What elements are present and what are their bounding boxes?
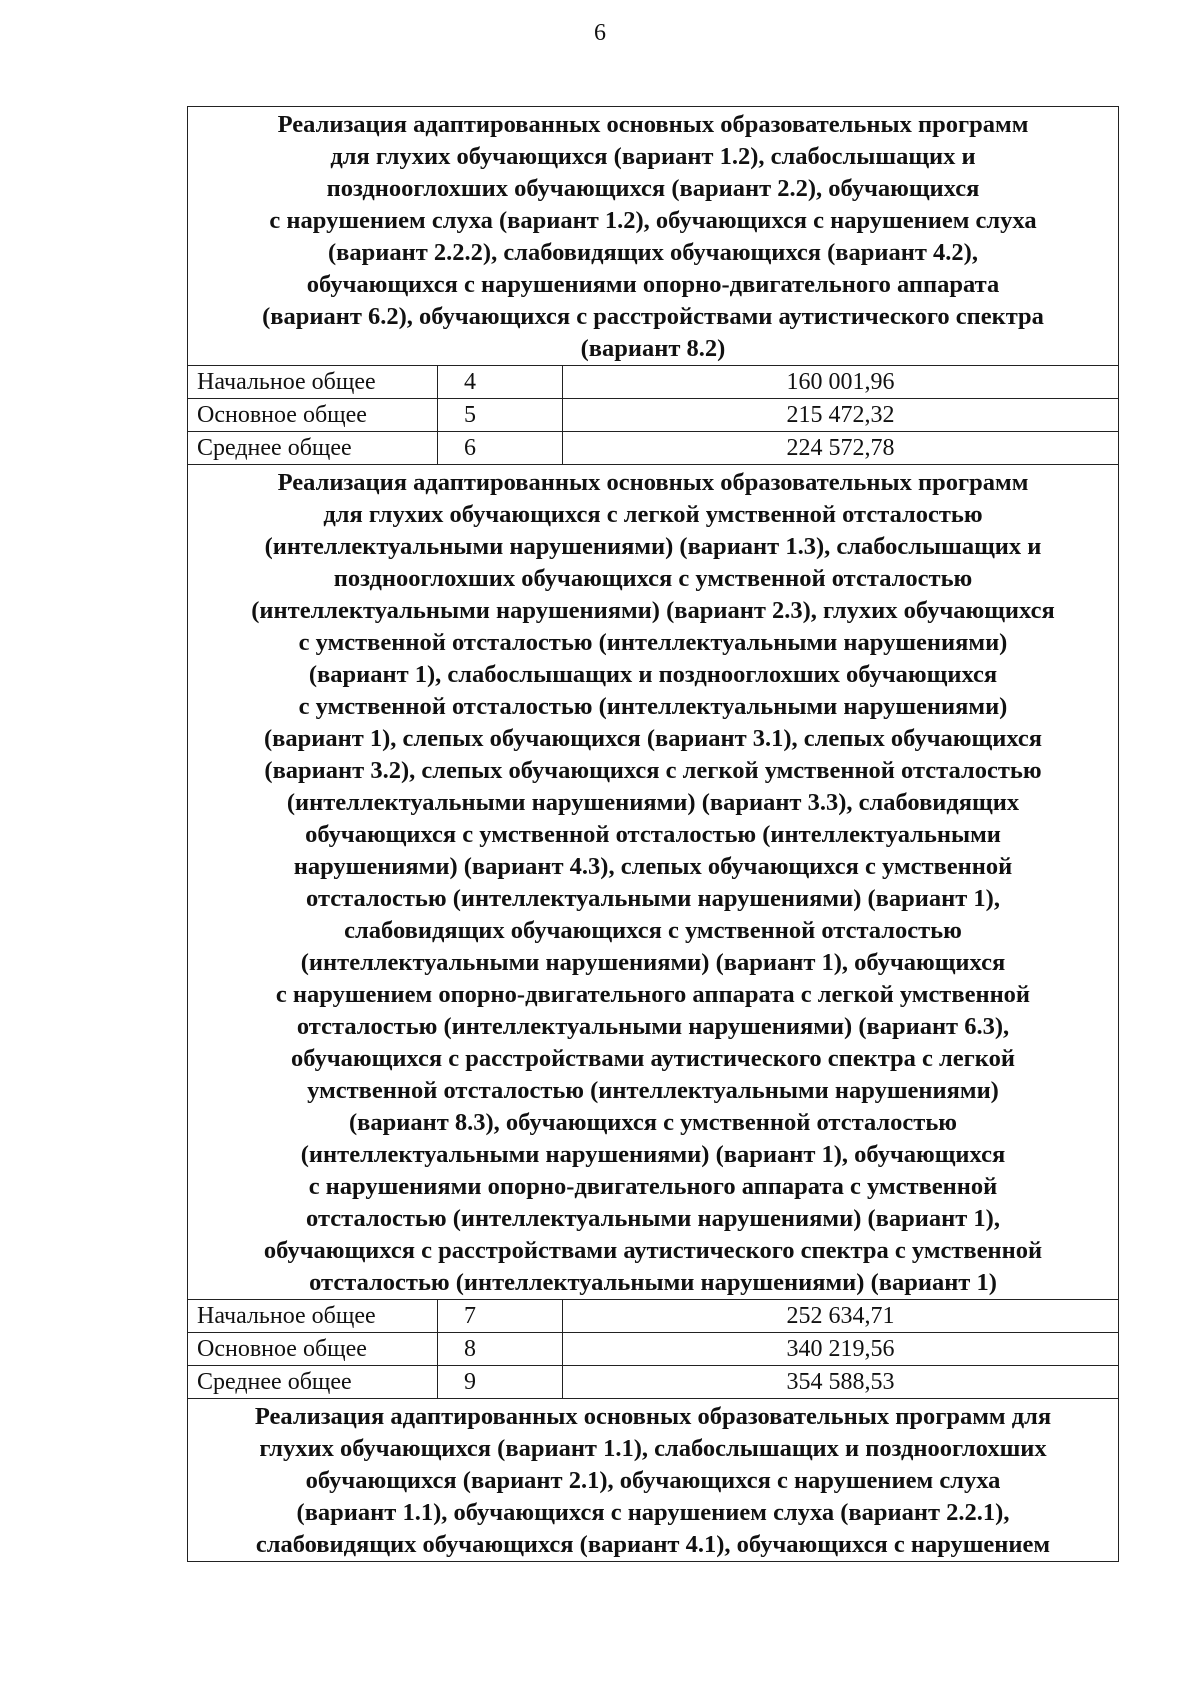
section-heading-row [188,107,1119,366]
education-level-cell: Начальное общее [188,1300,438,1333]
section-heading: Реализация адаптированных основных образовательных программ для глухих обучающихся с легкой умственной отсталостью (интеллектуальными нарушениями) (вариант 1.3), слабослышащих и позднооглохших обучающихся с умственной отсталостью (интеллектуальными нарушениями) (вариант 2.3), глухих обучающихся с умственной отсталостью (интеллектуальными нарушениями) (вариант 1), слабослышащих и позднооглохших обучающихся с умственной отсталостью (интеллектуальными нарушениями) (вариант 1), слепых обучающихся (вариант 3.1), слепых обучающихся (вариант 3.2), слепых обучающихся с легкой умственной отсталостью (интеллектуальными нарушениями) (вариант 3.3), слабовидящих обучающихся с умственной отсталостью (интеллектуальными нарушениями) (вариант 4.3), слепых обучающихся с умственной отсталостью (интеллектуальными нарушениями) (вариант 1), слабовидящих обучающихся с умственной отсталостью (интеллектуальными нарушениями) (вариант 1), обучающихся с нарушением опорно-двигательного аппарата с легкой умственной отсталостью (интеллектуальными нарушениями) (вариант 6.3), обучающихся с расстройствами аутистического спектра с легкой умственной отсталостью (интеллектуальными нарушениями) (вариант 8.3), обучающихся с умственной отсталостью (интеллектуальными нарушениями) (вариант 1), обучающихся с нарушениями опорно-двигательного аппарата с умственной отсталостью (интеллектуальными нарушениями) (вариант 1), обучающихся с расстройствами аутистического спектра с умственной отсталостью (интеллектуальными нарушениями) (вариант 1) [188,465,1119,1300]
education-level-cell: Основное общее [188,399,438,432]
page-number: 6 [594,20,606,46]
education-level-cell: Среднее общее [188,1366,438,1399]
row-code-cell: 6 [438,432,563,465]
table-row [188,399,1119,432]
amount-cell: 224 572,78 [563,432,1119,465]
section-heading: Реализация адаптированных основных образовательных программ для глухих обучающихся (вариант 1.2), слабослышащих и позднооглохших обучающихся (вариант 2.2), обучающихся с нарушением слуха (вариант 1.2), обучающихся с нарушением слуха (вариант 2.2.2), слабовидящих обучающихся (вариант 4.2), обучающихся с нарушениями опорно-двигательного аппарата (вариант 6.2), обучающихся с расстройствами аутистического спектра (вариант 8.2) [188,107,1119,366]
amount-cell: 340 219,56 [563,1333,1119,1366]
amount-cell: 160 001,96 [563,366,1119,399]
section-heading-row [188,465,1119,1300]
row-code-cell: 7 [438,1300,563,1333]
section-heading: Реализация адаптированных основных образовательных программ для глухих обучающихся (вариант 1.1), слабослышащих и позднооглохших обучающихся (вариант 2.1), обучающихся с нарушением слуха (вариант 1.1), обучающихся с нарушением слуха (вариант 2.2.1), слабовидящих обучающихся (вариант 4.1), обучающихся с нарушением [188,1399,1119,1562]
table-row [188,432,1119,465]
education-level-cell: Основное общее [188,1333,438,1366]
row-code-cell: 4 [438,366,563,399]
row-code-cell: 8 [438,1333,563,1366]
amount-cell: 215 472,32 [563,399,1119,432]
section-heading-row [188,1399,1119,1562]
cost-table [187,106,1119,1562]
table-row [188,1366,1119,1399]
education-level-cell: Среднее общее [188,432,438,465]
amount-cell: 354 588,53 [563,1366,1119,1399]
row-code-cell: 9 [438,1366,563,1399]
amount-cell: 252 634,71 [563,1300,1119,1333]
row-code-cell: 5 [438,399,563,432]
table-row [188,1333,1119,1366]
table-row [188,366,1119,399]
table-row [188,1300,1119,1333]
education-level-cell: Начальное общее [188,366,438,399]
